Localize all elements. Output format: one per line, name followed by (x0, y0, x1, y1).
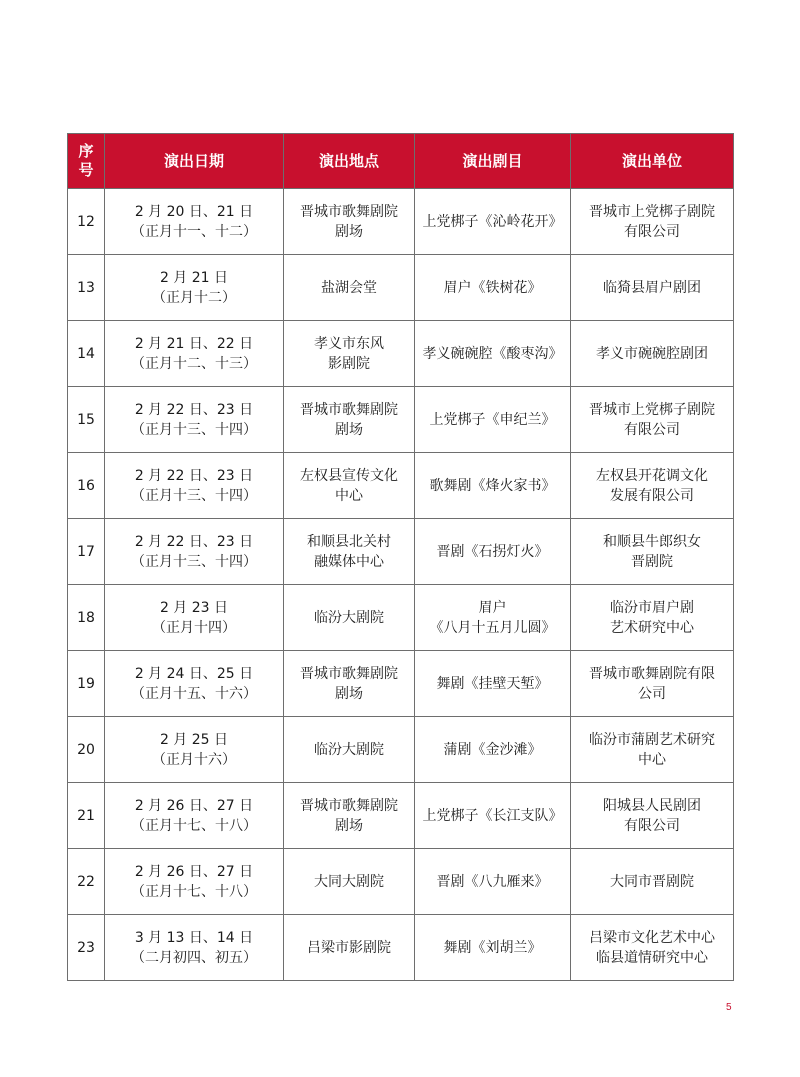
cell-date-line: （正月十五、十六） (131, 685, 257, 702)
cell-play (415, 453, 571, 519)
cell-date-line: 2 月 24 日、25 日 (134, 665, 254, 682)
cell-venue (284, 915, 415, 981)
cell-venue-line: 剧场 (335, 223, 363, 240)
cell-date (105, 255, 284, 321)
cell-unit-line: 临猗县眉户剧团 (603, 279, 701, 296)
cell-unit-line: 中心 (638, 751, 666, 768)
cell-venue-line: 临汾大剧院 (314, 609, 384, 626)
cell-unit-line: 阳城县人民剧团 (603, 797, 701, 814)
cell-no: 18 (68, 585, 105, 651)
cell-date-line: （正月十三、十四） (131, 553, 257, 570)
cell-unit-line: 临汾市眉户剧 (610, 599, 694, 616)
cell-unit-line: 孝义市碗碗腔剧团 (596, 345, 708, 362)
cell-venue-line: 临汾大剧院 (314, 741, 384, 758)
cell-unit-line: 晋城市上党梆子剧院 (589, 203, 715, 220)
cell-venue-line: 孝义市东风 (314, 335, 384, 352)
cell-play (415, 651, 571, 717)
cell-date (105, 783, 284, 849)
header-unit: 演出单位 (571, 134, 734, 189)
cell-date-line: （正月十三、十四） (131, 421, 257, 438)
cell-unit-line: 晋城市歌舞剧院有限 (589, 665, 715, 682)
cell-date-line: 2 月 20 日、21 日 (134, 203, 254, 220)
cell-no: 23 (68, 915, 105, 981)
table-row (68, 717, 734, 783)
cell-venue-line: 和顺县北关村 (307, 533, 391, 550)
cell-play (415, 915, 571, 981)
cell-unit-line: 公司 (638, 685, 666, 702)
cell-play-line: 蒲剧《金沙滩》 (443, 741, 542, 758)
cell-date-line: 2 月 22 日、23 日 (134, 467, 254, 484)
cell-play (415, 189, 571, 255)
cell-date (105, 915, 284, 981)
cell-date-line: （正月十二、十三） (131, 355, 257, 372)
cell-venue-line: 融媒体中心 (314, 553, 384, 570)
cell-venue-line: 大同大剧院 (314, 873, 384, 890)
cell-venue (284, 585, 415, 651)
cell-play (415, 783, 571, 849)
table-row (68, 453, 734, 519)
cell-unit-line: 艺术研究中心 (610, 619, 694, 636)
page-number: 5 (726, 1002, 732, 1013)
cell-venue-line: 晋城市歌舞剧院 (300, 203, 398, 220)
cell-date (105, 651, 284, 717)
cell-no: 22 (68, 849, 105, 915)
cell-venue (284, 519, 415, 585)
cell-unit (571, 321, 734, 387)
cell-unit-line: 有限公司 (624, 817, 680, 834)
cell-no: 21 (68, 783, 105, 849)
cell-no: 16 (68, 453, 105, 519)
table-body (68, 189, 734, 981)
cell-venue (284, 849, 415, 915)
cell-unit (571, 453, 734, 519)
cell-play (415, 585, 571, 651)
performance-schedule-table (67, 133, 734, 981)
cell-play-line: 舞剧《刘胡兰》 (443, 939, 542, 956)
cell-venue-line: 盐湖会堂 (321, 279, 377, 296)
table-row (68, 189, 734, 255)
cell-date (105, 519, 284, 585)
cell-unit (571, 519, 734, 585)
cell-venue-line: 左权县宣传文化 (300, 467, 398, 484)
cell-venue-line: 剧场 (335, 421, 363, 438)
cell-play-line: 孝义碗碗腔《酸枣沟》 (422, 345, 563, 362)
cell-date-line: 2 月 26 日、27 日 (134, 797, 254, 814)
cell-play (415, 387, 571, 453)
cell-date-line: 2 月 21 日、22 日 (134, 335, 254, 352)
cell-venue-line: 晋城市歌舞剧院 (300, 401, 398, 418)
cell-venue (284, 717, 415, 783)
cell-unit-line: 晋城市上党梆子剧院 (589, 401, 715, 418)
cell-venue (284, 189, 415, 255)
cell-venue-line: 晋城市歌舞剧院 (300, 797, 398, 814)
cell-date-line: （正月十四） (152, 619, 236, 636)
cell-unit-line: 和顺县牛郎织女 (603, 533, 701, 550)
cell-play-line: 上党梆子《长江支队》 (422, 807, 563, 824)
header-row (68, 134, 734, 189)
cell-unit (571, 783, 734, 849)
cell-date-line: （正月十一、十二） (131, 223, 257, 240)
table-header (68, 134, 734, 189)
cell-unit (571, 915, 734, 981)
cell-date-line: 3 月 13 日、14 日 (134, 929, 254, 946)
cell-venue (284, 255, 415, 321)
cell-play-line: 眉户《铁树花》 (443, 279, 542, 296)
cell-unit-line: 临汾市蒲剧艺术研究 (589, 731, 715, 748)
cell-play-line: 歌舞剧《烽火家书》 (429, 477, 556, 494)
cell-unit-line: 发展有限公司 (610, 487, 694, 504)
table-row (68, 519, 734, 585)
cell-play (415, 519, 571, 585)
table-row (68, 255, 734, 321)
cell-date (105, 387, 284, 453)
cell-unit (571, 849, 734, 915)
cell-unit (571, 387, 734, 453)
table-row (68, 783, 734, 849)
cell-unit (571, 717, 734, 783)
cell-play-line: 上党梆子《申纪兰》 (429, 411, 556, 428)
cell-venue-line: 剧场 (335, 685, 363, 702)
cell-unit-line: 吕梁市文化艺术中心 (589, 929, 715, 946)
cell-date-line: 2 月 25 日 (159, 731, 229, 748)
cell-unit-line: 临县道情研究中心 (596, 949, 708, 966)
cell-play-line: 眉户 (478, 599, 507, 616)
cell-play (415, 717, 571, 783)
cell-play (415, 321, 571, 387)
cell-venue-line: 剧场 (335, 817, 363, 834)
cell-date (105, 189, 284, 255)
cell-no: 12 (68, 189, 105, 255)
cell-no: 20 (68, 717, 105, 783)
cell-no: 13 (68, 255, 105, 321)
cell-venue (284, 321, 415, 387)
cell-date-line: 2 月 22 日、23 日 (134, 533, 254, 550)
cell-venue (284, 783, 415, 849)
cell-play-line: 上党梆子《沁岭花开》 (422, 213, 563, 230)
cell-play-line: 晋剧《八九雁来》 (436, 873, 549, 890)
header-serial-number: 序 号 (68, 134, 105, 189)
cell-no: 17 (68, 519, 105, 585)
cell-play-line: 晋剧《石拐灯火》 (436, 543, 549, 560)
cell-unit (571, 189, 734, 255)
cell-unit-line: 大同市晋剧院 (610, 873, 694, 890)
cell-date (105, 321, 284, 387)
cell-date-line: （正月十七、十八） (131, 883, 257, 900)
cell-venue-line: 晋城市歌舞剧院 (300, 665, 398, 682)
cell-date (105, 849, 284, 915)
cell-venue-line: 吕梁市影剧院 (307, 939, 391, 956)
cell-unit-line: 左权县开花调文化 (596, 467, 708, 484)
table-row (68, 321, 734, 387)
cell-date-line: （正月十七、十八） (131, 817, 257, 834)
cell-date-line: （正月十二） (152, 289, 236, 306)
cell-venue-line: 影剧院 (328, 355, 370, 372)
table-row (68, 387, 734, 453)
cell-play-line: 舞剧《挂壁天堑》 (436, 675, 549, 692)
cell-play (415, 849, 571, 915)
cell-play (415, 255, 571, 321)
cell-no: 15 (68, 387, 105, 453)
cell-date-line: 2 月 23 日 (159, 599, 229, 616)
cell-venue-line: 中心 (335, 487, 363, 504)
cell-venue (284, 651, 415, 717)
cell-date-line: 2 月 21 日 (159, 269, 229, 286)
table-row (68, 849, 734, 915)
cell-date (105, 717, 284, 783)
cell-unit-line: 晋剧院 (631, 553, 673, 570)
cell-date-line: （正月十三、十四） (131, 487, 257, 504)
table-row (68, 651, 734, 717)
cell-date-line: （正月十六） (152, 751, 236, 768)
cell-unit (571, 255, 734, 321)
cell-date-line: 2 月 22 日、23 日 (134, 401, 254, 418)
table-row (68, 585, 734, 651)
cell-date (105, 585, 284, 651)
cell-date-line: （二月初四、初五） (131, 949, 257, 966)
cell-unit (571, 651, 734, 717)
cell-venue (284, 453, 415, 519)
header-play: 演出剧目 (415, 134, 571, 189)
cell-date-line: 2 月 26 日、27 日 (134, 863, 254, 880)
cell-no: 14 (68, 321, 105, 387)
cell-play-line: 《八月十五月儿圆》 (429, 619, 556, 636)
cell-unit (571, 585, 734, 651)
cell-unit-line: 有限公司 (624, 223, 680, 240)
table-row (68, 915, 734, 981)
cell-no: 19 (68, 651, 105, 717)
header-date: 演出日期 (105, 134, 284, 189)
cell-venue (284, 387, 415, 453)
header-venue: 演出地点 (284, 134, 415, 189)
cell-unit-line: 有限公司 (624, 421, 680, 438)
cell-date (105, 453, 284, 519)
